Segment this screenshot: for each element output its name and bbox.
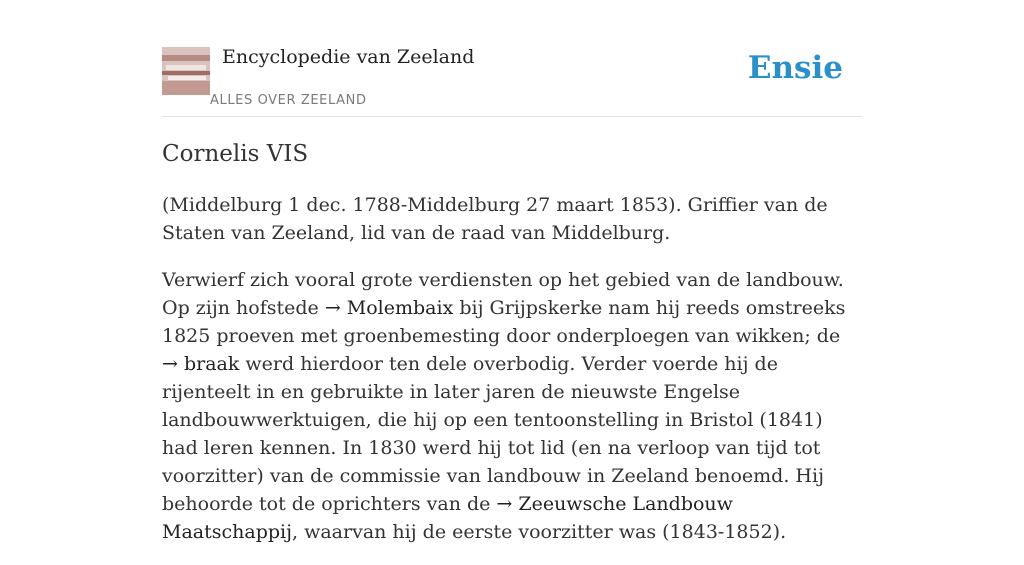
body-text: , waarvan hij de eerste voorzitter was (1843-1852). bbox=[292, 521, 787, 543]
body-text: werd hierdoor ten dele overbodig. Verder voerde hij de rijenteelt in en gebruikte in later jaren de nieuwste Engelse landbouwwerktuigen, die hij op een tentoonstelling in Bristol (1841) had leren kennen. In 1830 werd hij tot lid (en na verloop van tijd tot voorzitter) van de commissie van landbouw in Zeeland benoemd. Hij behoorde tot de oprichters van de bbox=[162, 353, 824, 515]
ensie-brand-logo[interactable]: Ensie bbox=[747, 50, 843, 86]
link-molembaix[interactable]: → Molembaix bbox=[324, 297, 454, 319]
body-text: Verwierf zich vooral grote verdiensten op het gebied van de landbouw. Op zijn hofstede bbox=[162, 269, 844, 319]
site-logo-thumbnail[interactable] bbox=[162, 47, 210, 95]
article-title: Cornelis VIS bbox=[162, 141, 309, 167]
site-title[interactable]: Encyclopedie van Zeeland bbox=[222, 46, 475, 68]
book-stack-icon bbox=[162, 47, 210, 95]
site-subtitle: ALLES OVER ZEELAND bbox=[210, 93, 367, 108]
link-braak[interactable]: → braak bbox=[162, 353, 240, 375]
article-body bbox=[162, 266, 862, 546]
link-zeeuwsche-landbouw-maatschappij[interactable]: → Zeeuwsche Landbouw Maatschappij bbox=[162, 493, 733, 543]
article-intro: (Middelburg 1 dec. 1788-Middelburg 27 maart 1853). Griffier van de Staten van Zeeland, lid van de raad van Middelburg. bbox=[162, 194, 828, 244]
article bbox=[162, 138, 862, 565]
site-header bbox=[162, 44, 862, 117]
body-text: bij Grijpskerke nam hij reeds omstreeks 1825 proeven met groenbemesting door onderploegen van wikken; de bbox=[162, 297, 846, 347]
